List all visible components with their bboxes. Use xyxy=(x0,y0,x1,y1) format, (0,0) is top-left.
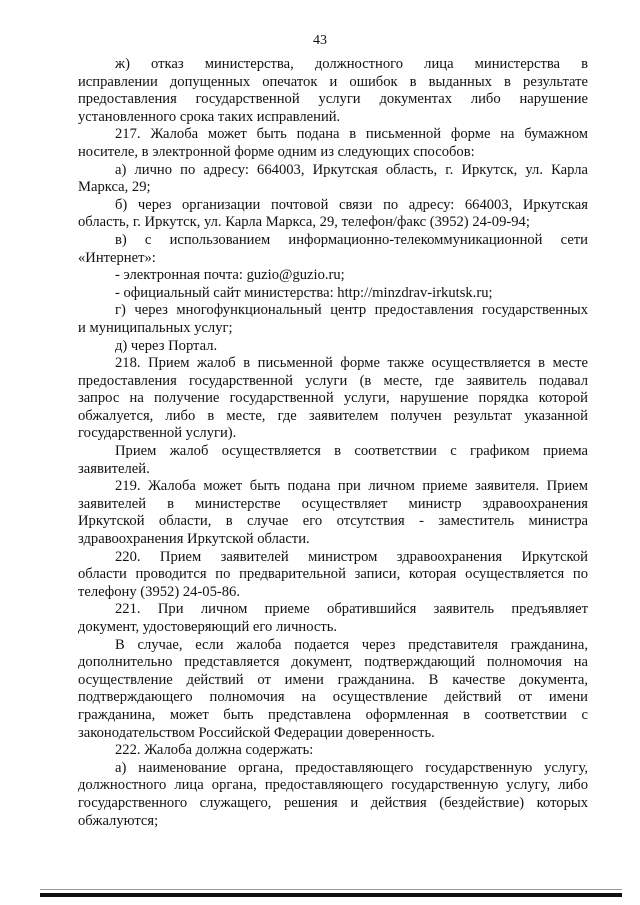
text-line: носителе, в электронной форме одним из следующих способов: xyxy=(78,143,475,160)
text-line: 218. Прием жалоб в письменной форме также осуществляется в месте xyxy=(115,355,588,372)
text-line: а) наименование органа, предоставляющего государственную услугу, xyxy=(115,759,588,776)
text-line: в) с использованием информационно-телекоммуникационной сети xyxy=(115,231,588,248)
text-line: 220. Прием заявителей министром здравоохранения Иркутской xyxy=(115,548,588,565)
text-line: заявителей. xyxy=(78,460,150,477)
text-line: 222. Жалоба должна содержать: xyxy=(115,742,314,759)
text-line: должностного лица органа, предоставляющего государственную услугу, либо xyxy=(78,777,588,794)
text-line: В случае, если жалоба подается через представителя гражданина, xyxy=(115,636,588,653)
text-line: запрос на получение государственной услуги, нарушение порядка которой xyxy=(78,390,588,407)
text-line: 221. При личном приеме обратившийся заявитель предъявляет xyxy=(115,601,588,618)
text-line: законодательством Российской Федерации доверенность. xyxy=(78,724,435,741)
bottom-border xyxy=(40,893,622,897)
text-line: - электронная почта: guzio@guzio.ru; xyxy=(115,267,345,284)
text-line: 217. Жалоба может быть подана в письменной форме на бумажном xyxy=(115,126,588,143)
text-line: установленного срока таких исправлений. xyxy=(78,108,341,125)
text-line: обжалуются; xyxy=(78,812,159,829)
text-line: предоставления государственной услуги документах либо нарушение xyxy=(78,91,588,108)
text-line: гражданина, может быть представлена оформленная в соответствии с xyxy=(78,706,588,723)
text-line: и муниципальных услуг; xyxy=(78,319,233,336)
text-line: здравоохранения Иркутской области. xyxy=(78,531,310,548)
text-line: ж) отказ министерства, должностного лица министерства в xyxy=(115,56,588,72)
text-line: подтверждающего полномочия на осуществление действий от имени xyxy=(78,689,588,706)
text-line: «Интернет»: xyxy=(78,249,156,266)
text-line: - официальный сайт министерства: http://minzdrav-irkutsk.ru; xyxy=(115,284,493,301)
text-line: обжалуется, либо в месте, где заявителем получен результат указанной xyxy=(78,407,588,424)
text-line: области проводится по предварительной записи, которая осуществляется по xyxy=(78,566,588,583)
text-line: предоставления государственной услуги (в месте, где заявитель подавал xyxy=(78,372,588,389)
document-body xyxy=(78,56,588,830)
text-line: дополнительно представляется документ, подтверждающий полномочия на xyxy=(78,654,588,671)
text-line: а) лично по адресу: 664003, Иркутская область, г. Иркутск, ул. Карла xyxy=(115,161,588,178)
text-line: государственной услуги). xyxy=(78,425,237,442)
text-line: б) через организации почтовой связи по адресу: 664003, Иркутская xyxy=(115,196,588,213)
text-line: д) через Портал. xyxy=(115,337,218,354)
text-line: телефону (3952) 24-05-86. xyxy=(78,583,241,600)
text-line: область, г. Иркутск, ул. Карла Маркса, 29, телефон/факс (3952) 24-09-94; xyxy=(78,214,530,231)
text-line: г) через многофункциональный центр предоставления государственных xyxy=(115,302,588,319)
text-line: заявителей в министерстве осуществляет министр здравоохранения xyxy=(78,495,588,512)
text-line: Маркса, 29; xyxy=(78,179,151,196)
text-line: Иркутской области, в случае его отсутствия - заместитель министра xyxy=(78,513,588,530)
text-line: осуществление действий от имени гражданина. В качестве документа, xyxy=(78,671,588,688)
page-number: 43 xyxy=(313,33,327,48)
text-line: Прием жалоб осуществляется в соответствии с графиком приема xyxy=(115,443,588,460)
text-line: государственного служащего, решения и действия (бездействие) которых xyxy=(78,794,588,811)
bottom-border-faint xyxy=(40,889,622,890)
text-line: документ, удостоверяющий его личность. xyxy=(78,619,338,635)
text-line: 219. Жалоба может быть подана при личном приеме заявителя. Прием xyxy=(115,478,588,495)
text-line: исправлении допущенных опечаток и ошибок в выданных в результате xyxy=(78,73,588,90)
